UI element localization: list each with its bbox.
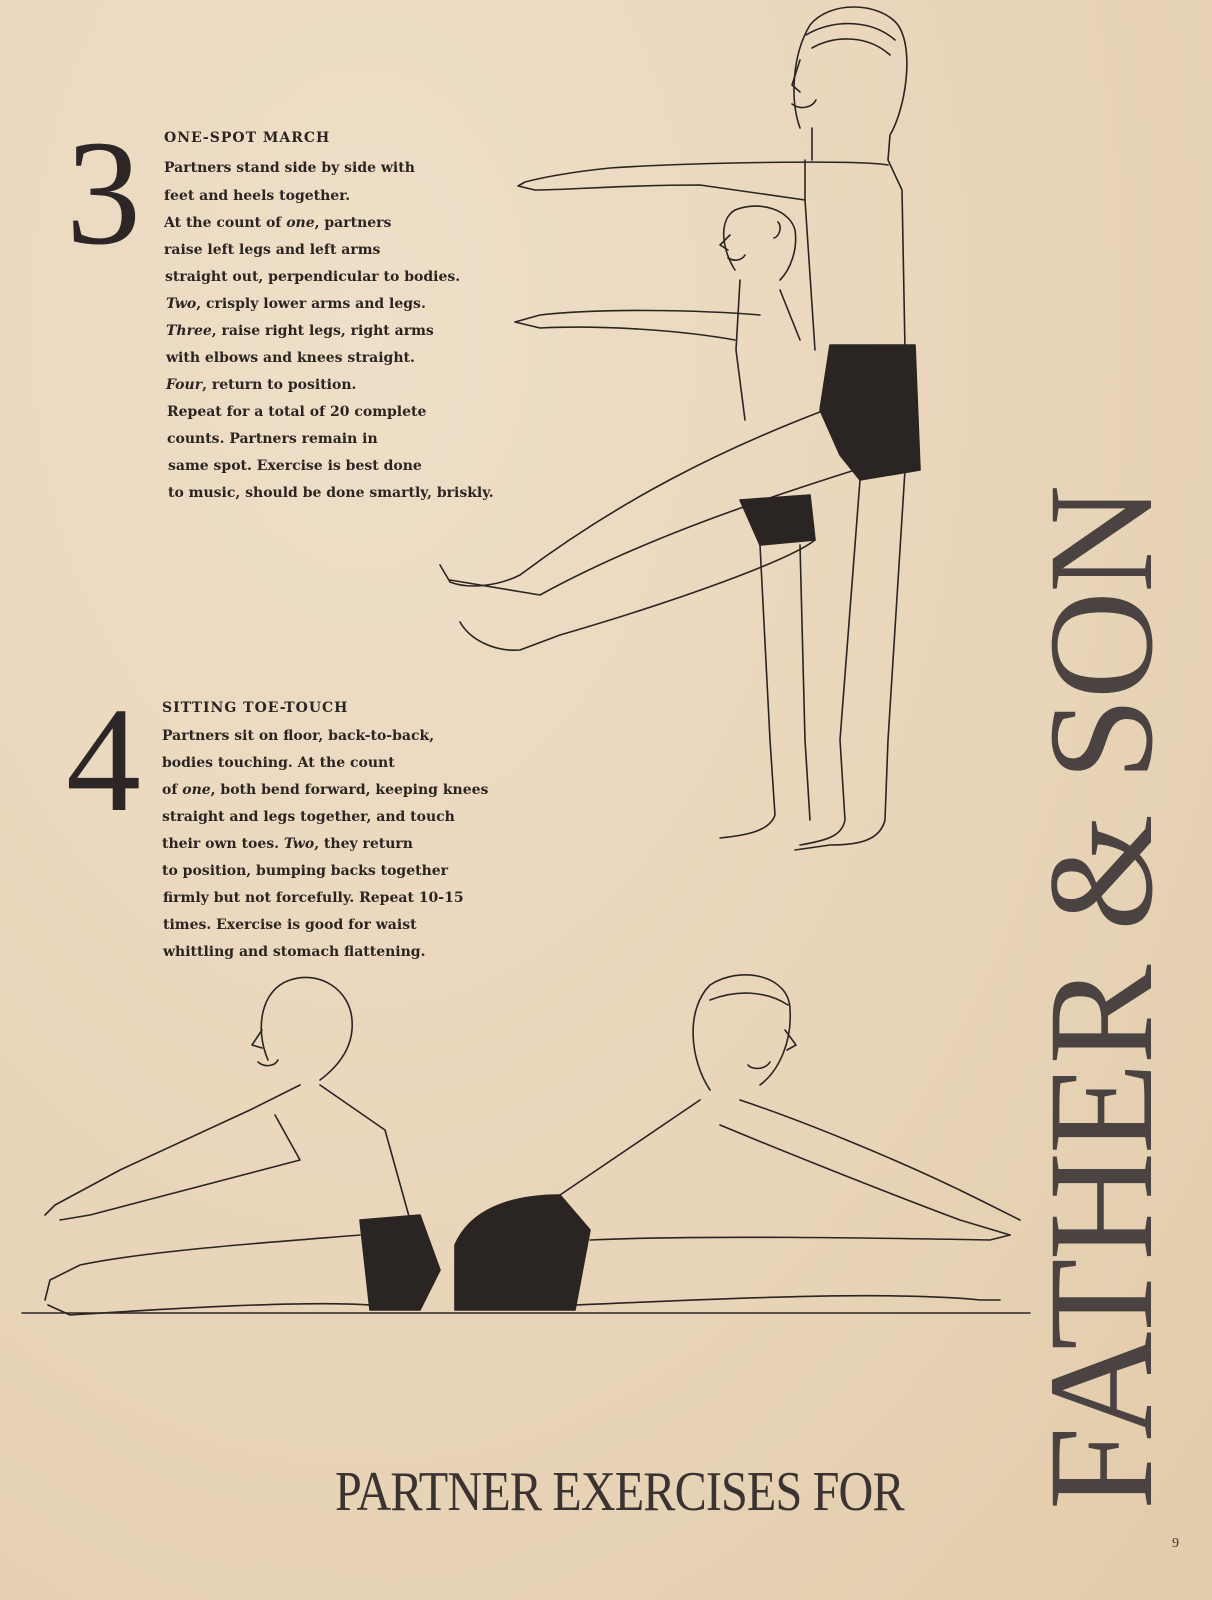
count-word: Three [166, 323, 212, 339]
exercise-4-line: Partners sit on floor, back-to-back, [162, 728, 435, 744]
headline-partner-exercises: PARTNER EXERCISES FOR [335, 1461, 904, 1523]
exercise-4-title: SITTING TOE-TOUCH [162, 700, 349, 716]
exercise-3-line: Four, return to position. [166, 377, 357, 393]
exercise-3-line: same spot. Exercise is best done [168, 458, 422, 474]
son-standing-figure [460, 206, 815, 838]
exercise-4-line: firmly but not forcefully. Repeat 10-15 [163, 890, 464, 906]
exercise-4-line: their own toes. Two, they return [162, 836, 413, 852]
exercise-3-line: raise left legs and left arms [164, 242, 381, 258]
count-word: Four [166, 377, 203, 393]
exercise-3-line: Three, raise right legs, right arms [166, 323, 434, 339]
exercise-4-line: straight and legs together, and touch [162, 809, 455, 825]
exercise-4-line: times. Exercise is good for waist [163, 917, 417, 933]
father-sitting-figure [455, 975, 1020, 1310]
exercise-3-line: Repeat for a total of 20 complete [167, 404, 427, 420]
count-word: one [286, 215, 315, 231]
page-number: 9 [1172, 1536, 1179, 1551]
exercise-3-line: with elbows and knees straight. [166, 350, 415, 366]
exercise-4-line: bodies touching. At the count [162, 755, 395, 771]
exercise-3-line: feet and heels together. [164, 188, 351, 204]
exercise-3-line: Two, crisply lower arms and legs. [166, 296, 426, 312]
father-standing-figure [440, 7, 920, 850]
exercise-4-line: of one, both bend forward, keeping knees [162, 782, 489, 798]
vertical-title-father-son: FATHER & SON [1018, 486, 1184, 1510]
exercise-3-line: counts. Partners remain in [167, 431, 378, 447]
exercise-3-line: straight out, perpendicular to bodies. [165, 269, 461, 285]
exercise-4-line: to position, bumping backs together [162, 863, 449, 879]
exercise-3-title: ONE-SPOT MARCH [164, 130, 331, 146]
exercise-3-line: to music, should be done smartly, briskly. [168, 485, 494, 501]
count-word: Two [283, 836, 315, 852]
count-word: Two [166, 296, 197, 312]
exercise-4-line: whittling and stomach flattening. [163, 944, 426, 960]
count-word: one [182, 782, 211, 798]
exercise-3-line: Partners stand side by side with [164, 160, 415, 176]
exercise-3-line: At the count of one, partners [164, 215, 392, 231]
exercise-4-number: 4 [66, 677, 141, 843]
exercise-3-number: 3 [66, 110, 141, 276]
son-sitting-figure [45, 977, 440, 1315]
